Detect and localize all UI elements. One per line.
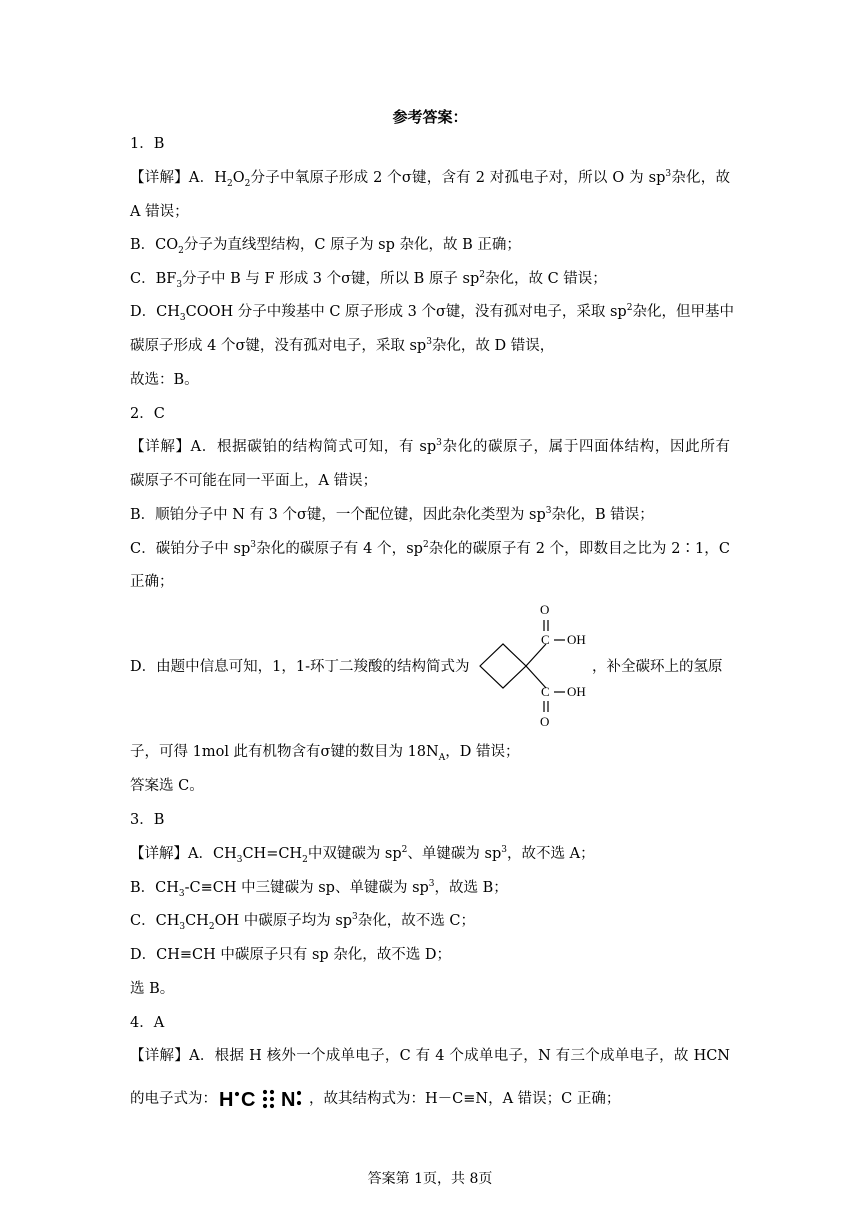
q3-explain-d: D．CH≡CH 中碳原子只有 sp 杂化，故不选 D； <box>130 947 452 963</box>
page-title: 参考答案： <box>392 108 468 126</box>
q1-explain-a-cont: A 错误； <box>130 204 189 220</box>
oxygen-bottom: O <box>540 714 550 729</box>
carbon-bottom: C <box>541 684 550 699</box>
q4-answer: 4．A <box>130 1015 165 1031</box>
q4-explain-a: 【详解】A．根据 H 核外一个成单电子，C 有 4 个成单电子，N 有三个成单电子，故 HCN <box>130 1048 730 1064</box>
lewis-h: H <box>219 1089 234 1111</box>
lewis-n: N <box>281 1089 296 1111</box>
q1-explain-d-cont: 碳原子形成 4 个σ键，没有孤对电子，采取 $sp^3$杂化，故 D 错误， <box>130 337 555 354</box>
q3-explain-c: C．$CH_3CH_2OH$ 中碳原子均为 $sp^3$杂化，故不选 C； <box>130 912 475 932</box>
q2-explain-d: D．由题中信息可知，1，1-环丁二羧酸的结构简式为 <box>130 659 470 675</box>
q2-explain-a-cont: 碳原子不可能在同一平面上，A 错误； <box>130 473 378 489</box>
oxygen-top: O <box>540 602 550 617</box>
q2-explain-d-tail: ，补全碳环上的氢原 <box>592 659 723 675</box>
q2-explain-a: 【详解】A．根据碳铂的结构简式可知，有 $sp^3$杂化的碳原子，属于四面体结构，因此所有 <box>130 438 731 455</box>
q2-explain-c: C．碳铂分子中 $sp^3$杂化的碳原子有 4 个，$sp^2$杂化的碳原子有 2 个，即数目之比为 2∶1，C <box>130 540 730 557</box>
hcn-electron-formula <box>217 1086 309 1112</box>
q3-answer: 3．B <box>130 812 165 828</box>
q2-explain-d-cont: 子，可得 1mol 此有机物含有σ键的数目为 $18N_A$，D 错误； <box>130 744 520 763</box>
q1-explain-b: B．$CO_2$分子为直线型结构，C 原子为 sp 杂化，故 B 正确； <box>130 237 521 256</box>
hydroxyl-top: OH <box>567 632 586 647</box>
q3-explain-a: 【详解】A．$CH_3CH=CH_2$中双键碳为 $sp^2$、单键碳为 $sp^3$，故不选 A； <box>130 845 595 865</box>
carbon-top: C <box>541 632 550 647</box>
q1-conclusion: 故选：B。 <box>130 372 199 388</box>
cyclobutane-ring <box>480 644 526 688</box>
page-footer: 答案第 1页，共 8页 <box>367 1171 493 1187</box>
q2-conclusion: 答案选 C。 <box>130 778 204 794</box>
q1-explain-c: C．$BF_3$分子中 B 与 F 形成 3 个σ键，所以 B 原子 $sp^2$杂化，故 C 错误； <box>130 270 607 290</box>
q1-explain-a: 【详解】A．$H_2O_2$分子中氧原子形成 2 个σ键，含有 2 对孤电子对，所以 O 为 $sp^3$杂化，故 <box>130 169 730 189</box>
cyclobutane-dicarboxylic-acid-structure <box>478 600 598 740</box>
q2-explain-b: B．顺铂分子中 N 有 3 个σ键，一个配位键，因此杂化类型为 $sp^3$杂化，B 错误； <box>130 506 654 523</box>
q2-explain-c-cont: 正确； <box>130 574 174 590</box>
hydroxyl-bottom: OH <box>567 684 586 699</box>
q4-explain-a-cont: 的电子式为： H C N ，故其结构式为：H－C≡N，A 错误；C 正确； <box>130 1086 620 1112</box>
q3-conclusion: 选 B。 <box>130 981 175 997</box>
q1-answer: 1．B <box>130 136 165 152</box>
q1-explain-d: D．$CH_3COOH$ 分子中羧基中 C 原子形成 3 个σ键，没有孤对电子，采取 $sp^2$杂化，但甲基中 <box>130 303 734 323</box>
q3-explain-b: B．$CH_3-C\equiv CH$ 中三键碳为 sp、单键碳为 $sp^3$，故选 B； <box>130 879 508 899</box>
q2-answer: 2．C <box>130 406 165 422</box>
lewis-c: C <box>241 1089 256 1111</box>
